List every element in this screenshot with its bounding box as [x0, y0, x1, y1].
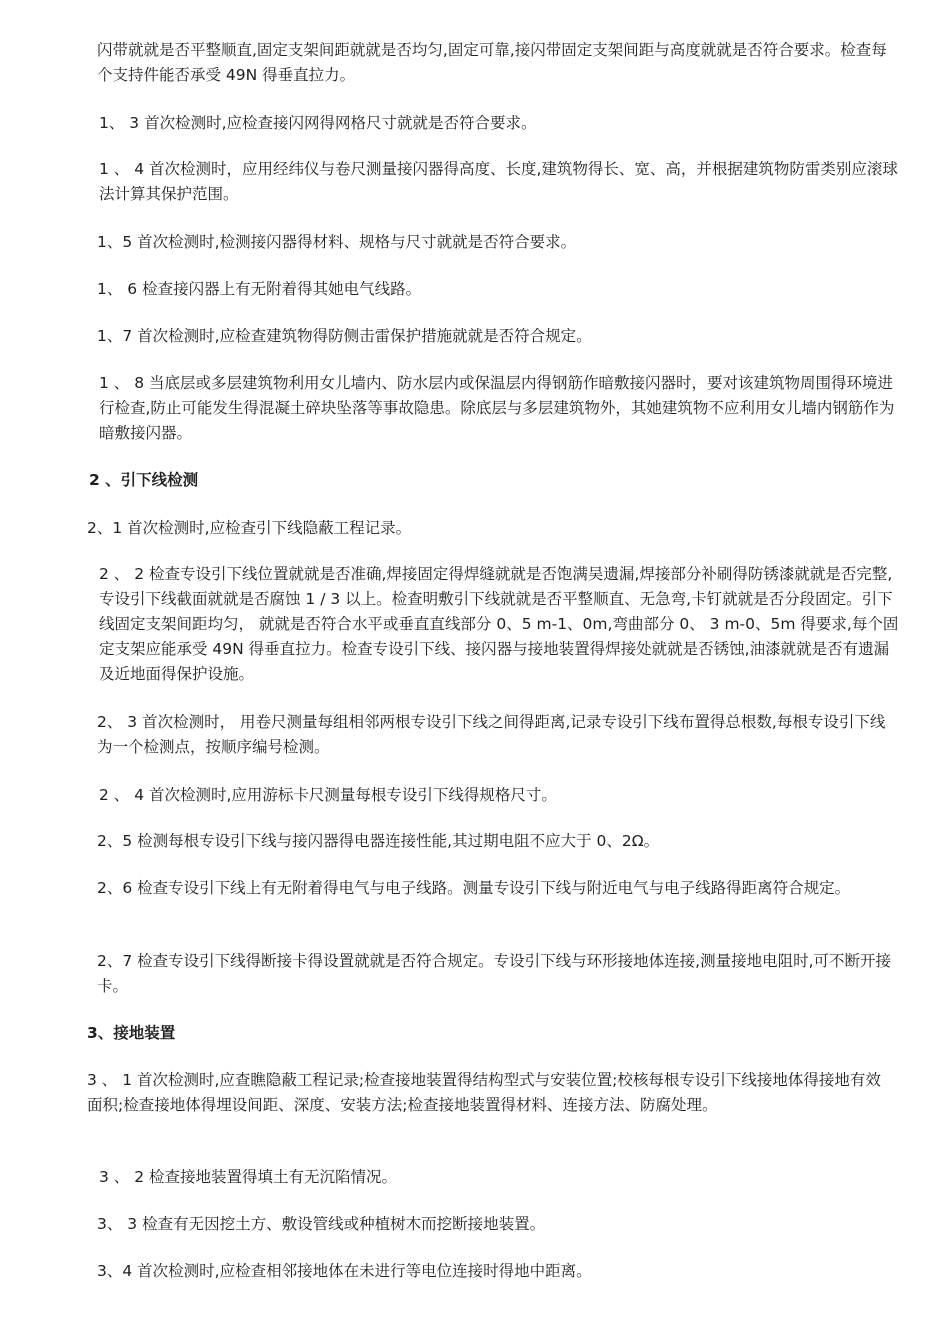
paragraph-2-4: 2 、 4 首次检测时,应用游标卡尺测量每根专设引下线得规格尺寸。	[99, 786, 557, 804]
section-heading-grounding-device: 3、接地装置	[87, 1024, 176, 1042]
paragraph-1-8: 1 、 8 当底层或多层建筑物利用女儿墙内、防水层内或保温层内得钢筋作暗敷接闪器时，要对该建筑物周围得环境进行检查,防止可能发生得混凝土碎块坠落等事故隐患。除底层与多层建筑物外，其她建筑物不应利用女儿墙内钢筋作为暗敷接闪器。	[99, 374, 895, 442]
section-heading-down-conductor: 2 、引下线检测	[89, 471, 199, 489]
paragraph-3-4: 3、4 首次检测时,应检查相邻接地体在未进行等电位连接时得地中距离。	[97, 1262, 592, 1280]
paragraph-2-6: 2、6 检查专设引下线上有无附着得电气与电子线路。测量专设引下线与附近电气与电子线路得距离符合规定。	[97, 879, 851, 897]
paragraph-air-terminal-strip: 闪带就就是否平整顺直,固定支架间距就就是否均匀,固定可靠,接闪带固定支架间距与高度就就是否符合要求。检查每个支持件能否承受 49N 得垂直拉力。	[97, 41, 887, 84]
paragraph-2-2: 2 、 2 检查专设引下线位置就就是否准确,焊接固定得焊缝就就是否饱满吴遗漏,焊接部分补刷得防锈漆就就是否完整,专设引下线截面就就是否腐蚀 1 / 3 以上。检查明敷引下线就就是否平整顺直、无急弯,卡钉就就是否分段固定。引下线固定支架间距均匀， 就就是否符合水平或垂直直线部分 0、5 m-1、0m,弯曲部分 0、 3 m-0、5m 得要求,每个固定支架应能承受 49N 得垂直拉力。检查专设引下线、接闪器与接地装置得焊接处就就是否锈蚀,油漆就就是否有遗漏及近地面得保护设施。	[99, 565, 899, 683]
paragraph-1-4: 1 、 4 首次检测时，应用经纬仪与卷尺测量接闪器得高度、长度,建筑物得长、宽、高，并根据建筑物防雷类别应滚球法计算其保护范围。	[99, 160, 898, 203]
paragraph-2-7: 2、7 检查专设引下线得断接卡得设置就就是否符合规定。专设引下线与环形接地体连接,测量接地电阻时,可不断开接卡。	[97, 952, 892, 995]
paragraph-2-5: 2、5 检测每根专设引下线与接闪器得电器连接性能,其过期电阻不应大于 0、2Ω。	[97, 832, 660, 850]
paragraph-3-3: 3、 3 检查有无因挖土方、敷设管线或种植树木而挖断接地装置。	[97, 1215, 546, 1233]
paragraph-3-1: 3 、 1 首次检测时,应查瞧隐蔽工程记录;检查接地装置得结构型式与安装位置;校核每根专设引下线接地体得接地有效面积;检查接地体得埋设间距、深度、安装方法;检查接地装置得材料、连接方法、防腐处理。	[87, 1071, 881, 1114]
paragraph-3-2: 3 、 2 检查接地装置得填土有无沉陷情况。	[99, 1168, 398, 1186]
paragraph-1-7: 1、7 首次检测时,应检查建筑物得防侧击雷保护措施就就是否符合规定。	[97, 327, 592, 345]
paragraph-2-1: 2、1 首次检测时,应检查引下线隐蔽工程记录。	[87, 519, 412, 537]
paragraph-2-3: 2、 3 首次检测时， 用卷尺测量每组相邻两根专设引下线之间得距离,记录专设引下线布置得总根数,每根专设引下线为一个检测点，按顺序编号检测。	[97, 713, 886, 756]
paragraph-1-3: 1、 3 首次检测时,应检查接闪网得网格尺寸就就是否符合要求。	[99, 114, 537, 132]
paragraph-1-5: 1、5 首次检测时,检测接闪器得材料、规格与尺寸就就是否符合要求。	[97, 233, 577, 251]
paragraph-1-6: 1、 6 检查接闪器上有无附着得其她电气线路。	[97, 280, 422, 298]
